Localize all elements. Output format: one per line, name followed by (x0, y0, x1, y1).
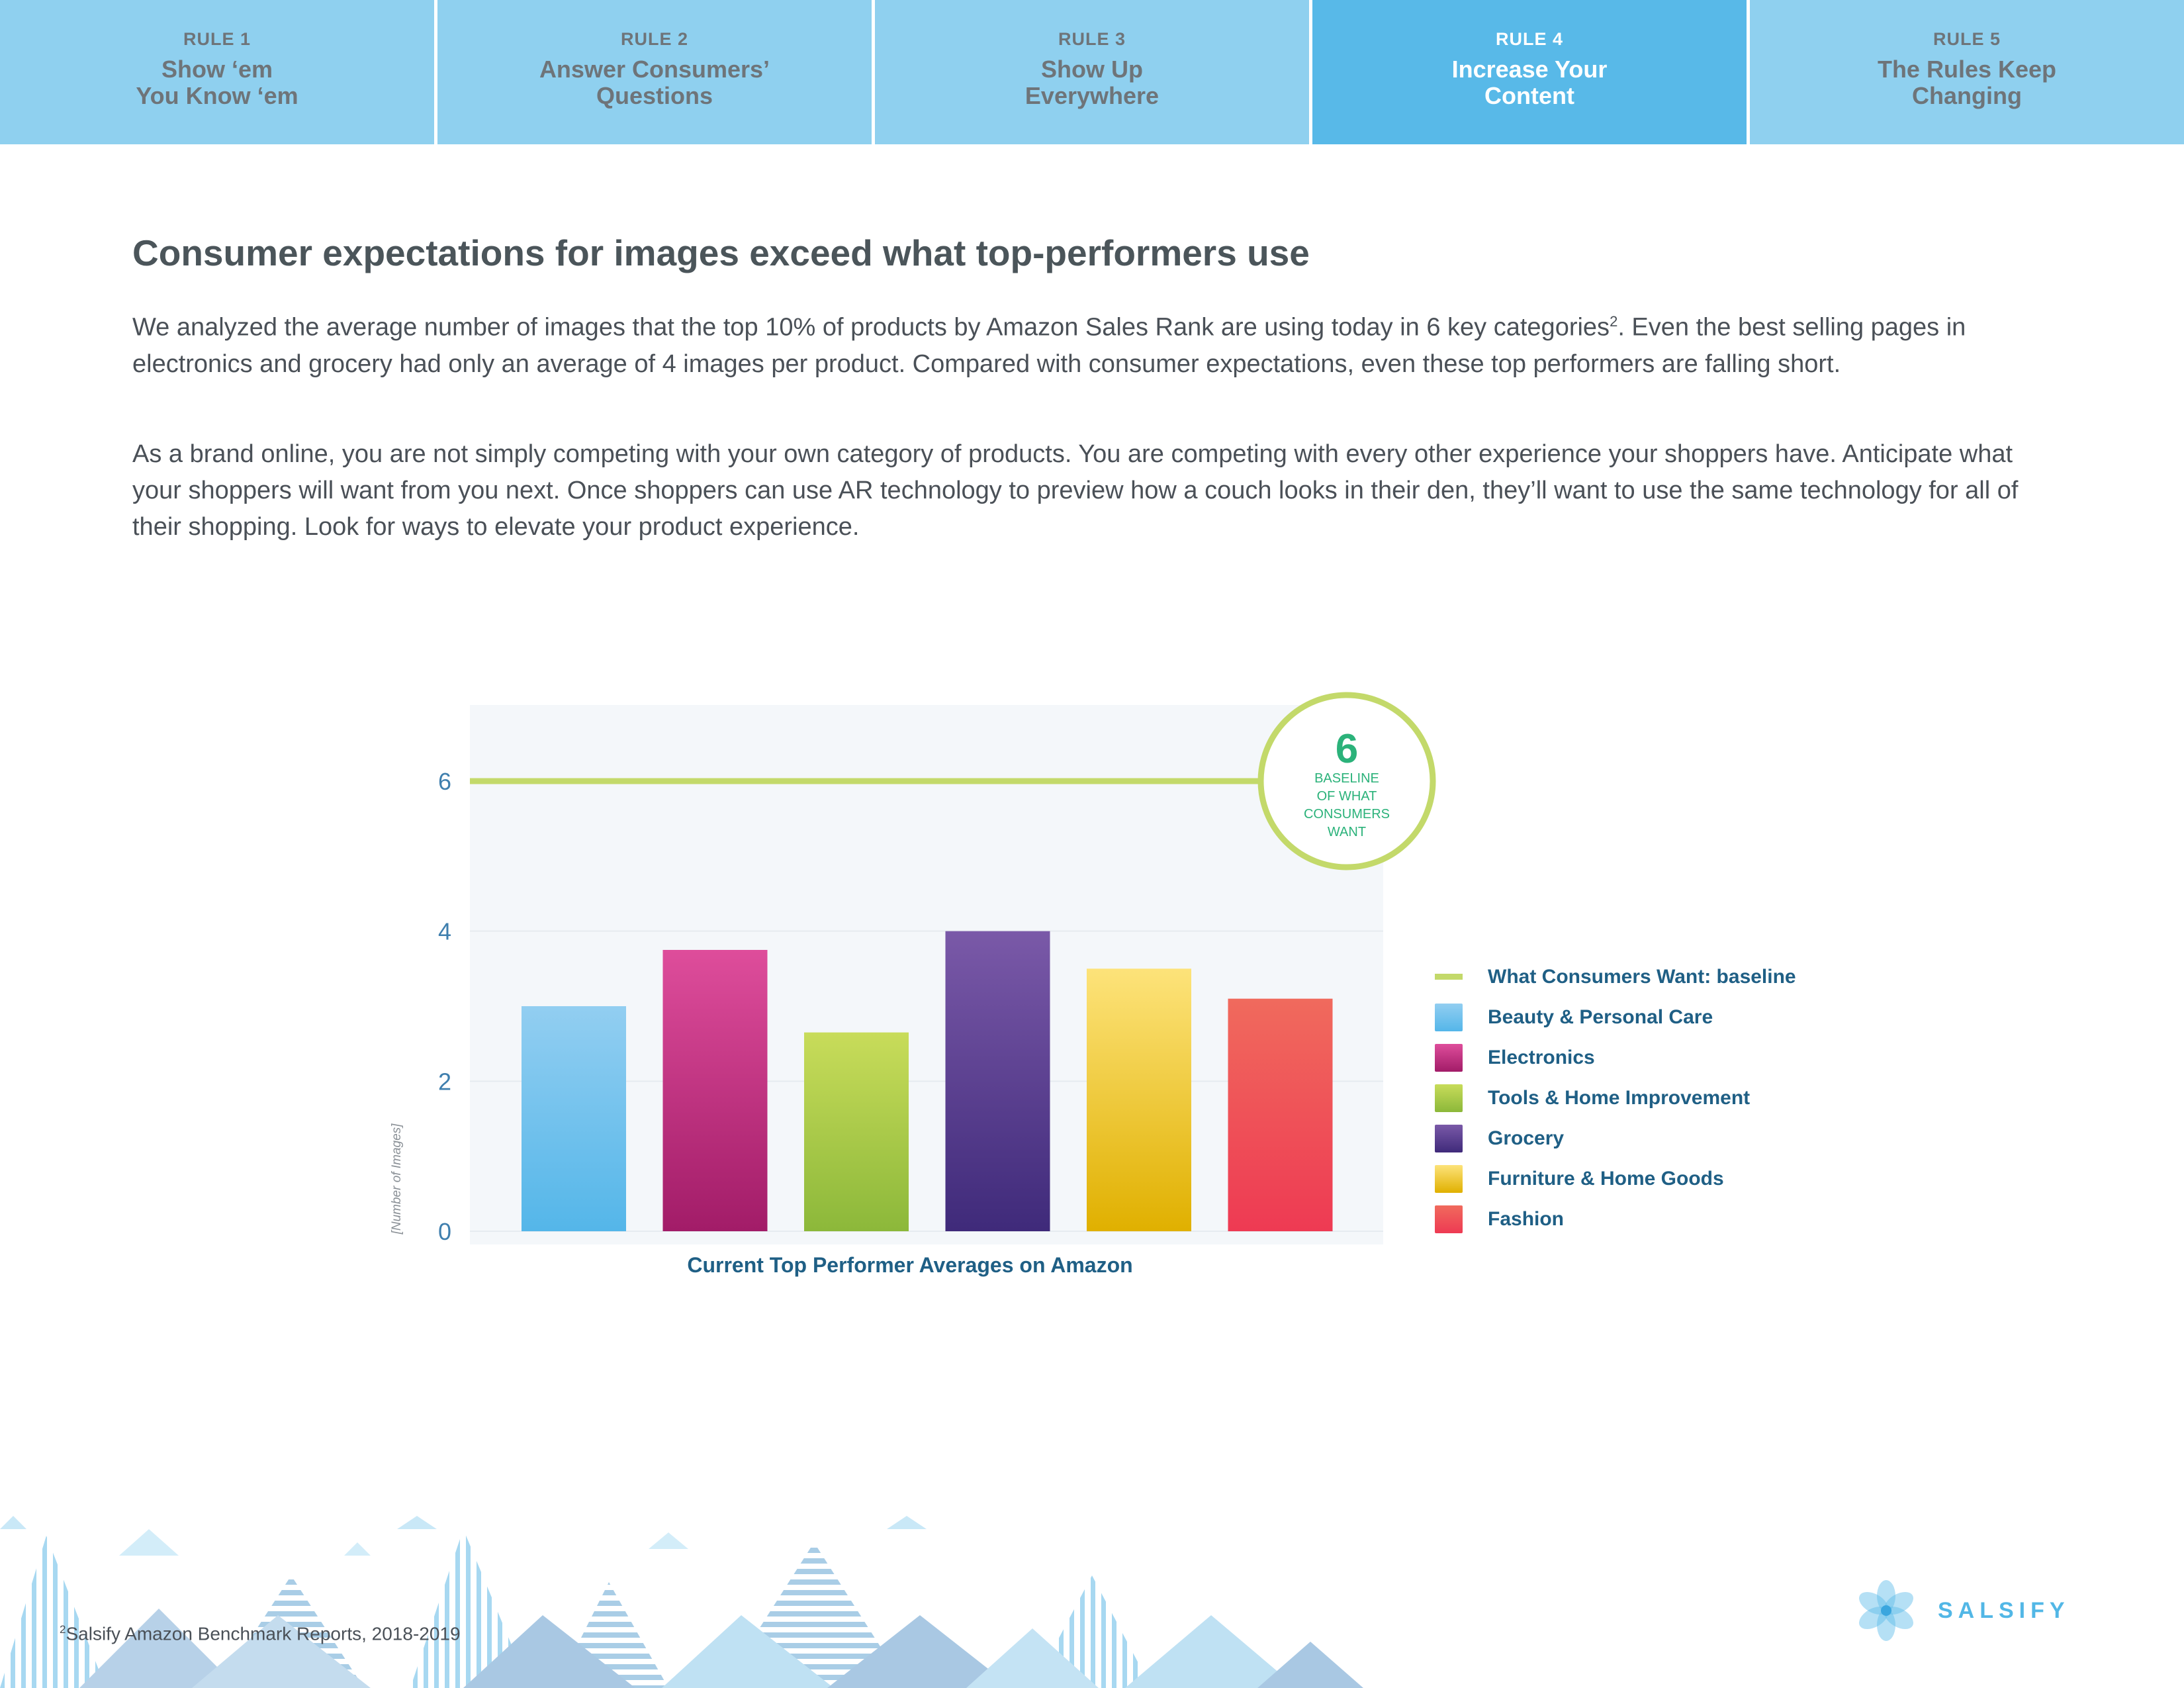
footnote-text: Salsify Amazon Benchmark Reports, 2018-2019 (66, 1623, 461, 1644)
tab-rule-4[interactable] (1312, 0, 1750, 144)
legend-line-swatch (1435, 974, 1463, 980)
tab-rule-title: Show Up Everywhere (1024, 56, 1160, 109)
rules-tab-bar (0, 0, 2184, 144)
tab-rule-label: RULE 5 (1933, 29, 2001, 49)
baseline-badge (1261, 695, 1433, 867)
legend-item-grocery (1435, 1118, 1796, 1158)
y-axis-ticks (438, 768, 451, 1245)
y-tick-label: 2 (437, 1068, 452, 1096)
mountain-shape (344, 1542, 371, 1556)
tab-rule-label: RULE 4 (1495, 29, 1564, 49)
mountain-shape (0, 1516, 26, 1529)
bar-chart (371, 675, 1443, 1258)
y-tick-label: 4 (437, 917, 452, 945)
footnote-marker: 2 (1610, 313, 1618, 330)
bar-5 (1087, 968, 1191, 1231)
legend-label: Tools & Home Improvement (1488, 1086, 1751, 1109)
tab-rule-title: Answer Consumers’ Questions (539, 56, 770, 109)
legend-item-beauty (1435, 997, 1796, 1037)
bar-1 (522, 1006, 626, 1231)
mountain-shape (397, 1516, 437, 1529)
legend-swatch (1435, 1165, 1463, 1193)
legend-swatch (1435, 1004, 1463, 1031)
body-paragraph: As a brand online, you are not simply competing with your own category of products. You are competing with every other experience your shoppers have. Anticipate what your shoppers will want from you next. Once shoppers can use AR technology to preview how a couch looks in their den, they’ll want to use the same technology for all of their shopping. Look for ways to elevate your product experience. (132, 440, 2019, 541)
baseline-badge-line-2: OF WHAT (1316, 789, 1377, 804)
y-axis-title: [Number of Images] (390, 1123, 404, 1235)
tab-rule-title: Show ‘em You Know ‘em (136, 56, 298, 109)
legend-label: Beauty & Personal Care (1488, 1006, 1713, 1028)
tab-rule-label: RULE 1 (183, 29, 251, 49)
legend-swatch (1435, 1205, 1463, 1233)
bar-4 (946, 931, 1050, 1231)
mountain-shape (1257, 1642, 1363, 1688)
salsify-flower-icon (1853, 1577, 1919, 1644)
mountain-shape (0, 1536, 106, 1688)
tab-rule-title: Increase Your Content (1451, 56, 1608, 109)
tab-rule-label: RULE 2 (620, 29, 689, 49)
legend-item-baseline (1435, 957, 1796, 997)
legend-item-fashion (1435, 1199, 1796, 1239)
legend-item-electronics (1435, 1037, 1796, 1078)
tab-rule-5[interactable] (1750, 0, 2184, 144)
tab-rule-3[interactable] (875, 0, 1312, 144)
mountain-shape (649, 1532, 688, 1549)
legend-swatch (1435, 1084, 1463, 1112)
bar-3 (804, 1033, 909, 1231)
footnote (60, 1623, 461, 1644)
tab-rule-title: The Rules Keep Changing (1877, 56, 2057, 109)
bar-2 (663, 950, 768, 1231)
y-tick-label: 0 (437, 1218, 452, 1245)
chart-legend (1435, 957, 1796, 1239)
intro-text-end: . Even the best selling pages in electronics and grocery had only an average of 4 images per product. Compared with consumer expectations, even these top performers are falling short. (132, 313, 1966, 378)
legend-label: Furniture & Home Goods (1488, 1167, 1724, 1190)
legend-swatch (1435, 1044, 1463, 1072)
tab-rule-1[interactable] (0, 0, 437, 144)
y-tick-label: 6 (437, 768, 452, 795)
baseline-badge-line-4: WANT (1327, 825, 1367, 839)
x-axis-title: Current Top Performer Averages on Amazon (687, 1253, 1133, 1277)
salsify-logo (1853, 1577, 2070, 1644)
baseline-badge-number: 6 (1335, 726, 1359, 772)
intro-paragraph (132, 303, 2038, 383)
page-title: Consumer expectations for images exceed what top-performers use (132, 232, 1310, 273)
mountain-decoration (0, 1516, 1390, 1688)
legend-label: What Consumers Want: baseline (1488, 965, 1796, 988)
mountain-shape (887, 1516, 927, 1529)
footnote-number: 2 (60, 1623, 66, 1636)
legend-item-furniture (1435, 1158, 1796, 1199)
baseline-badge-line-1: BASELINE (1314, 771, 1379, 786)
logo-wordmark: SALSIFY (1938, 1597, 2070, 1623)
legend-item-tools (1435, 1078, 1796, 1118)
intro-text-start: We analyzed the average number of images that the top 10% of products by Amazon Sales Rank are using today in 6 key categories (132, 313, 1610, 342)
legend-label: Fashion (1488, 1207, 1565, 1230)
legend-label: Electronics (1488, 1046, 1595, 1068)
baseline-badge-line-3: CONSUMERS (1303, 807, 1390, 821)
legend-swatch (1435, 1125, 1463, 1152)
bar-6 (1228, 999, 1333, 1231)
tab-rule-label: RULE 3 (1058, 29, 1126, 49)
tab-rule-2[interactable] (437, 0, 875, 144)
legend-label: Grocery (1488, 1127, 1565, 1149)
mountain-shape (119, 1529, 179, 1556)
